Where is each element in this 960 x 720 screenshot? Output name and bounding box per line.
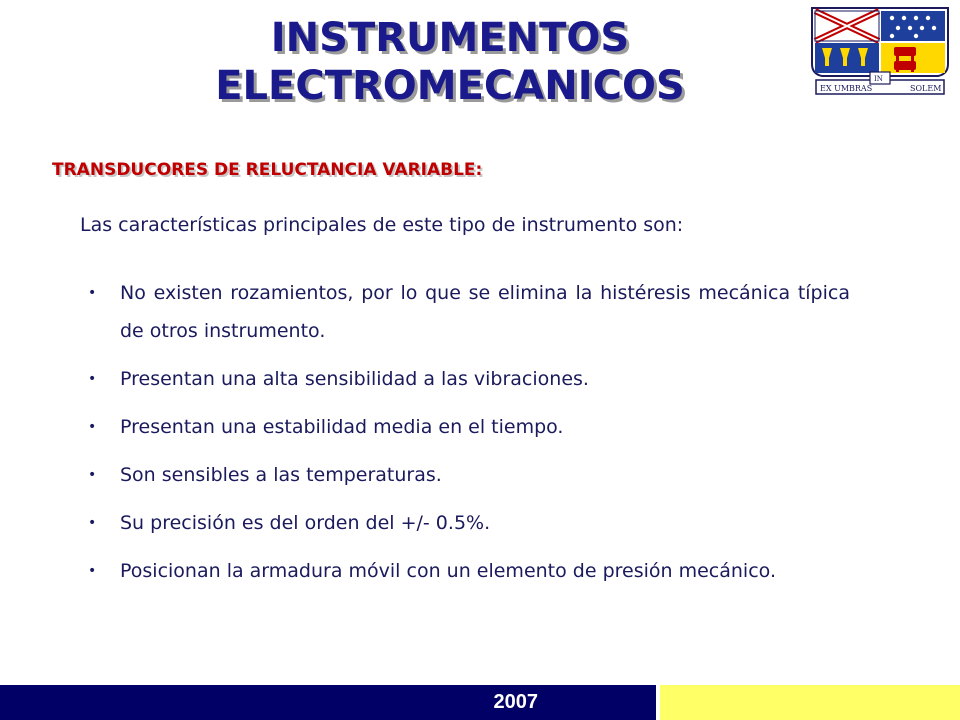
slide-title-line2: ELECTROMECANICOS	[215, 63, 685, 109]
list-item	[88, 408, 850, 446]
university-crest-logo	[806, 4, 954, 98]
list-item	[88, 360, 850, 398]
footer-bar-right	[660, 685, 960, 720]
motto-right-text: SOLEM	[910, 84, 942, 93]
list-item-text: No existen rozamientos, por lo que se elimina la histéresis mecánica típica de otros instrumento.	[120, 282, 850, 342]
bullet-icon: •	[88, 285, 97, 301]
bullet-icon: •	[88, 371, 97, 387]
slide-title-line1: INSTRUMENTOS	[270, 15, 630, 61]
list-item	[88, 456, 850, 494]
list-item	[88, 504, 850, 542]
intro-text: Las características principales de este tipo de instrumento son:	[80, 214, 684, 236]
list-item	[88, 552, 850, 590]
motto-left-text: EX UMBRAS	[820, 84, 873, 93]
bullet-icon: •	[88, 467, 97, 483]
bullet-icon: •	[88, 563, 97, 579]
footer-year-text: 2007	[493, 691, 538, 713]
footer-year	[0, 685, 656, 720]
bullet-list	[88, 274, 850, 600]
slide-title	[150, 14, 750, 110]
list-item	[88, 274, 850, 350]
list-item-text: Son sensibles a las temperaturas.	[120, 464, 442, 486]
list-item-text: Presentan una alta sensibilidad a las vibraciones.	[120, 368, 589, 390]
bullet-icon: •	[88, 419, 97, 435]
list-item-text: Posicionan la armadura móvil con un elemento de presión mecánico.	[120, 560, 776, 582]
list-item-text: Presentan una estabilidad media en el tiempo.	[120, 416, 564, 438]
bullet-icon: •	[88, 515, 97, 531]
motto-center-text: IN	[874, 75, 883, 83]
list-item-text: Su precisión es del orden del +/- 0.5%.	[120, 512, 491, 534]
footer-bar-left	[0, 685, 656, 720]
section-subtitle: TRANSDUCORES DE RELUCTANCIA VARIABLE:	[52, 160, 483, 180]
